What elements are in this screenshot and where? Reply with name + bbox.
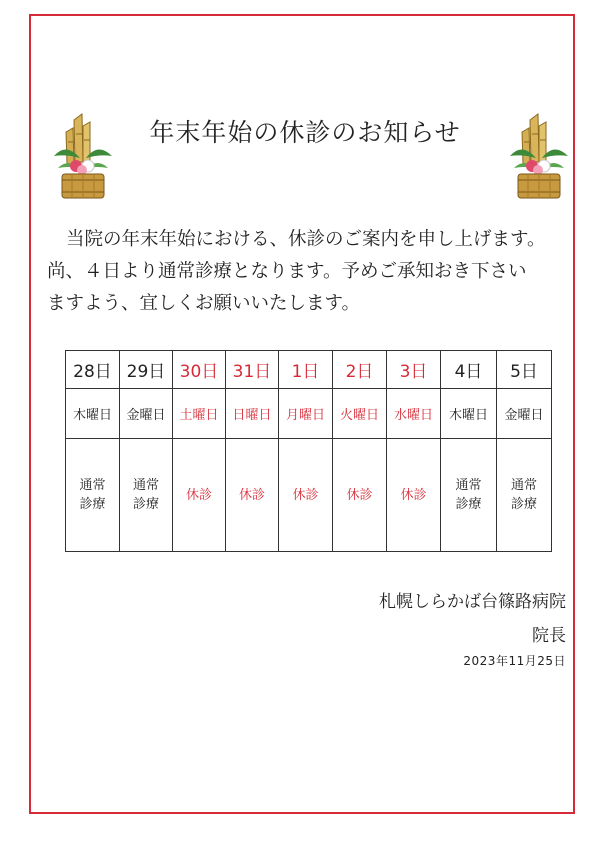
status-line: 休診 [238, 487, 265, 503]
hospital-name: 札幌しらかば台篠路病院 [379, 592, 566, 612]
date-cell: 4日 [441, 351, 497, 389]
status-cell [66, 439, 120, 552]
notice-line: 尚、４日より通常診療となります。予めご承知おき下さい [47, 261, 527, 282]
date-cell: 30日 [173, 351, 226, 389]
weekday-row [66, 389, 552, 439]
status-cell [441, 439, 497, 552]
status-row [66, 439, 552, 552]
status-cell [120, 439, 173, 552]
status-line: 休診 [400, 487, 427, 503]
status-line: 診療 [132, 497, 159, 512]
date-row [66, 351, 552, 389]
date-cell: 31日 [226, 351, 279, 389]
date-cell: 2日 [333, 351, 387, 389]
status-cell [173, 439, 226, 552]
weekday-cell: 火曜日 [333, 389, 387, 439]
date-cell: 3日 [387, 351, 441, 389]
weekday-cell: 木曜日 [441, 389, 497, 439]
issue-date: 2023年11月25日 [463, 654, 566, 668]
weekday-cell: 水曜日 [387, 389, 441, 439]
weekday-cell: 月曜日 [279, 389, 333, 439]
status-cell [333, 439, 387, 552]
weekday-cell: 木曜日 [66, 389, 120, 439]
status-cell [497, 439, 552, 552]
kadomatsu-icon [508, 112, 570, 202]
notice-line: ますよう、宜しくお願いいたします。 [47, 293, 361, 314]
status-cell [279, 439, 333, 552]
status-line: 休診 [185, 487, 212, 503]
status-line: 通常 [79, 478, 106, 493]
status-line: 休診 [346, 487, 373, 503]
status-line: 診療 [455, 497, 482, 512]
page-title: 年末年始の休診のお知らせ [149, 118, 461, 147]
status-line: 通常 [510, 478, 537, 493]
status-line: 診療 [510, 497, 537, 512]
status-line: 休診 [292, 487, 319, 503]
date-cell: 1日 [279, 351, 333, 389]
status-line: 診療 [79, 497, 106, 512]
weekday-cell: 金曜日 [497, 389, 552, 439]
date-cell: 28日 [66, 351, 120, 389]
schedule-table [65, 350, 552, 552]
status-line: 通常 [455, 478, 482, 493]
weekday-cell: 日曜日 [226, 389, 279, 439]
weekday-cell: 土曜日 [173, 389, 226, 439]
notice-line: 当院の年末年始における、休診のご案内を申し上げます。 [66, 229, 546, 250]
director-title: 院長 [532, 626, 566, 646]
status-line: 通常 [132, 478, 159, 493]
status-cell [387, 439, 441, 552]
weekday-cell: 金曜日 [120, 389, 173, 439]
status-cell [226, 439, 279, 552]
date-cell: 29日 [120, 351, 173, 389]
date-cell: 5日 [497, 351, 552, 389]
notice-body [47, 224, 587, 320]
